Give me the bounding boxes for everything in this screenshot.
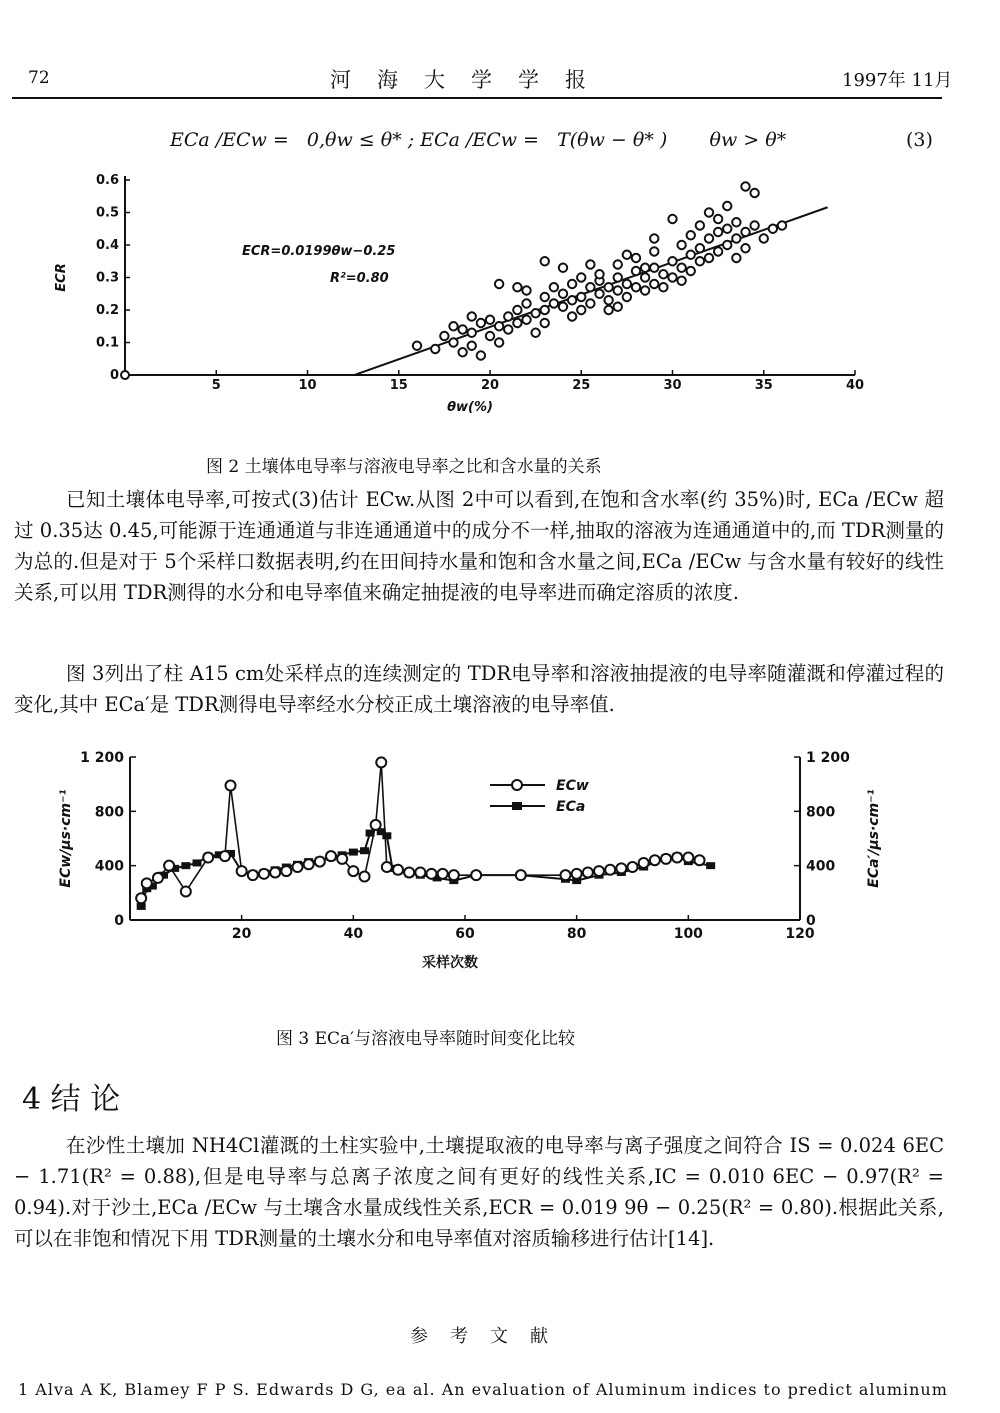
ecw-marker	[639, 858, 649, 868]
legend-ecw-label: ECw	[556, 778, 589, 794]
y-tick-label: 0.1	[95, 335, 119, 351]
ecw-marker	[605, 865, 615, 875]
ecw-marker	[661, 854, 671, 864]
ecw-marker	[583, 867, 593, 877]
x-tick-label: 20	[480, 378, 500, 393]
x-tick-label: 60	[455, 926, 475, 942]
ecw-marker	[304, 859, 314, 869]
y-tick-label: 0.5	[95, 205, 119, 221]
reference-1: 1 Alva A K, Blamey F P S. Edwards D G, ea al. An evaluation of Aluminum indices to predict aluminum	[18, 1380, 948, 1399]
fit-equation-label: ECR=0.0199θw−0.25	[242, 244, 396, 259]
ecw-marker	[142, 878, 152, 888]
ecw-marker	[220, 851, 230, 861]
y-tick-label-right: 800	[806, 804, 836, 821]
ecw-marker	[181, 886, 191, 896]
x-tick-label: 5	[211, 378, 221, 393]
y-tick-label-left: 1 200	[80, 750, 124, 766]
ecw-marker	[672, 853, 682, 863]
ecw-marker	[594, 866, 604, 876]
ecw-marker	[371, 820, 381, 830]
x-tick-label: 40	[845, 378, 865, 393]
x-tick-label: 30	[663, 378, 682, 393]
x-tick-label: 25	[572, 378, 591, 393]
issue-date: 1997年 11月	[842, 70, 953, 91]
ecw-marker	[164, 861, 174, 871]
section-4-body	[14, 1130, 944, 1254]
x-axis-label: θw(%)	[447, 400, 493, 415]
legend-ecw-marker	[512, 780, 522, 790]
ecw-marker	[136, 893, 146, 903]
ecw-marker	[393, 865, 403, 875]
x-tick-label: 20	[231, 926, 252, 942]
equation-3-number: (3)	[906, 129, 933, 151]
ecw-marker	[203, 853, 213, 863]
ecw-marker	[695, 855, 705, 865]
eca-marker	[193, 859, 202, 866]
legend-eca-label: ECa	[556, 799, 586, 815]
section-4-heading: 4 结 论	[22, 1082, 121, 1117]
ecw-marker	[360, 872, 370, 882]
references-heading: 参考文献	[410, 1326, 570, 1347]
ecw-marker	[427, 869, 437, 879]
legend-eca-marker	[512, 802, 522, 810]
y-tick-label: 0.3	[95, 270, 119, 286]
ecw-marker	[683, 853, 693, 863]
ecw-marker	[572, 869, 582, 879]
ecw-marker	[270, 867, 280, 877]
x-tick-label: 120	[785, 926, 815, 942]
ecw-marker	[326, 851, 336, 861]
x-tick-label: 10	[298, 378, 317, 393]
y-tick-label: 0	[109, 368, 119, 383]
ecw-marker	[471, 870, 481, 880]
journal-title: 河海大学学报	[330, 68, 612, 92]
ecw-marker	[516, 870, 526, 880]
x-tick-label: 40	[343, 926, 364, 942]
figure-2-caption: 图 2 土壤体电导率与溶液电导率之比和含水量的关系	[206, 457, 602, 477]
ecw-marker	[348, 866, 358, 876]
y-tick-label-left: 0	[114, 913, 124, 929]
eca-marker	[706, 862, 715, 869]
y-tick-label-left: 800	[94, 804, 124, 821]
ecw-marker	[382, 862, 392, 872]
ecw-marker	[337, 854, 347, 864]
ecw-marker	[415, 867, 425, 877]
y-tick-label: 0.4	[95, 238, 119, 253]
ecw-marker	[650, 855, 660, 865]
ecw-marker	[616, 863, 626, 873]
ecw-marker	[237, 866, 247, 876]
figure-3-caption: 图 3 ECa′与溶液电导率随时间变化比较	[276, 1029, 576, 1049]
y-axis-label: ECR	[54, 263, 69, 292]
eca-marker	[181, 862, 190, 869]
y-tick-label-right: 0	[806, 913, 816, 929]
ecw-marker	[561, 870, 571, 880]
ecw-marker	[259, 869, 269, 879]
ecw-marker	[438, 869, 448, 879]
ecw-marker	[404, 867, 414, 877]
paragraph-1-text: 已知土壤体电导率,可按式(3)估计 ECw.从图 2中可以看到,在饱和含水率(约 35%)时, ECa /ECw 超过 0.35达 0.45,可能源于连通通道与非连通通道中的成分不一样,抽取的溶液为连通通道中的,而 TDR测量的为总的.但是对于 5个采样口数据表明,约在田间持水量和饱和含水量之间,ECa /ECw 与含水量有较好的线性关系,可以用 TDR测得的水分和电导率值来确定抽提液的电导率进而确定溶质的浓度.	[14, 488, 944, 604]
paragraph-2-text: 图 3列出了柱 A15 cm处采样点的连续测定的 TDR电导率和溶液抽提液的电导率随灌溉和停灌过程的变化,其中 ECa′是 TDR测得电导率经水分校正成土壤溶液的电导率值.	[14, 662, 944, 716]
x-axis-label: 采样次数	[422, 955, 478, 971]
y-tick-label: 0.2	[95, 303, 119, 318]
y-tick-label-right: 1 200	[806, 750, 850, 766]
ecw-marker	[293, 862, 303, 872]
ecw-marker	[226, 781, 236, 791]
ecw-marker	[315, 857, 325, 867]
x-tick-label: 100	[673, 926, 703, 942]
eca-marker	[382, 832, 391, 839]
x-tick-label: 35	[754, 378, 773, 393]
y-axis-label-right: ECa′/μs·cm⁻¹	[866, 789, 882, 888]
page-number: 72	[28, 68, 50, 88]
y-axis-label-left: ECw/μs·cm⁻¹	[58, 789, 74, 888]
r-squared-label: R²=0.80	[330, 271, 389, 286]
ecw-marker	[153, 873, 163, 883]
y-tick-label-right: 400	[806, 858, 836, 875]
section-4-paragraph: 在沙性土壤加 NH4Cl灌溉的土柱实验中,土壤提取液的电导率与离子强度之间符合 IS = 0.024 6EC − 1.71(R² = 0.88),但是电导率与总离子浓度之间有更好的线性关系,IC = 0.010 6EC − 0.97(R² = 0.94).对于沙土,ECa /ECw 与土壤含水量成线性关系,ECR = 0.019 9θ − 0.25(R² = 0.80).根据此关系,可以在非饱和情况下用 TDR测量的土壤水分和电导率值对溶质输移进行估计[14].	[14, 1134, 944, 1250]
ecw-marker	[628, 862, 638, 872]
ecw-marker	[376, 757, 386, 767]
x-tick-label: 15	[389, 378, 408, 393]
equation-3: ECa /ECw = 0,θw ≤ θ* ; ECa /ECw = T(θw − θ* ) θw > θ*	[170, 129, 787, 151]
eca-marker	[360, 847, 369, 854]
y-tick-label: 0.6	[95, 173, 119, 188]
ecw-marker	[248, 870, 258, 880]
ecw-marker	[281, 866, 291, 876]
y-tick-label-left: 400	[94, 858, 124, 875]
x-tick-label: 80	[566, 926, 587, 942]
eca-marker	[349, 849, 358, 856]
ecw-marker	[449, 870, 459, 880]
